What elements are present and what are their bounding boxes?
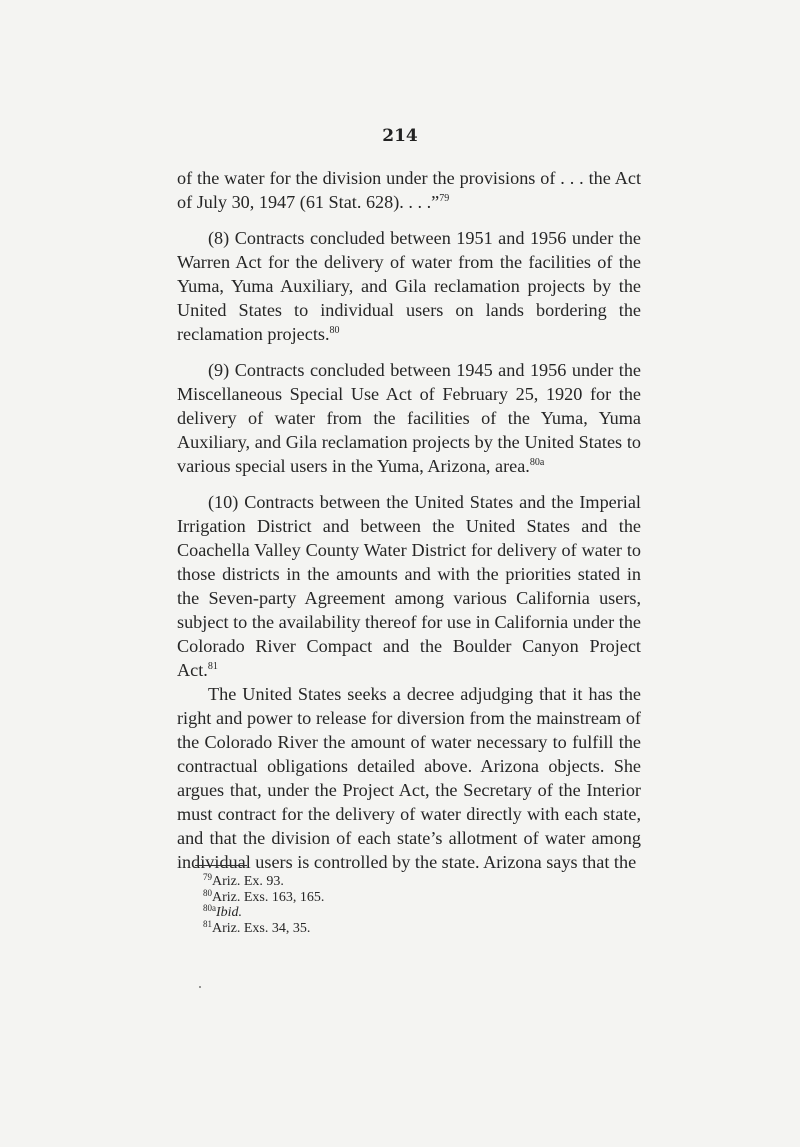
footnote-ref-81: 81 <box>207 661 218 672</box>
footnote-81 <box>203 918 324 937</box>
paragraph-item-10 <box>177 490 641 682</box>
footnote-text: Ariz. Exs. 163, 165. <box>212 889 325 905</box>
page-number: 214 <box>382 126 418 146</box>
footnote-79 <box>203 874 324 890</box>
paragraph-text: (8) Contracts concluded between 1951 and 1956 under the Warren Act for the delivery of water from the facilities of the Yuma, Yuma Auxiliary, and Gila reclamation projects by the United States to individual users on lands bordering the reclamation projects. <box>177 228 641 344</box>
footnote-divider <box>195 865 247 866</box>
paragraph-continuation <box>177 166 641 214</box>
footnote-text: Ariz. Ex. 93. <box>212 874 284 889</box>
footnotes <box>203 874 324 936</box>
footnote-text: Ibid. <box>216 905 243 920</box>
paragraph-item-8 <box>177 226 641 346</box>
footnote-80a <box>203 905 324 921</box>
paragraph-argument <box>177 682 641 874</box>
paragraph-text: The United States seeks a decree adjudging that it has the right and power to release for diversion from the mainstream of the Colorado River the amount of water necessary to fulfill the contractual obligations detailed above. Arizona objects. She argues that, under the Project Act, the Secretary of the Interior must contract for the delivery of water directly with each state, and that the division of each state’s allotment of water among individual users is controlled by the state. Arizona says that the <box>177 684 641 872</box>
footnote-mark: 81 <box>203 918 212 929</box>
paper-speck <box>199 986 201 988</box>
paragraph-text: (9) Contracts concluded between 1945 and 1956 under the Miscellaneous Special Use Act of February 25, 1920 for the delivery of water from the facilities of the Yuma, Yuma Auxiliary, and Gila reclamation projects by the United States to various special users in the Yuma, Arizona, area. <box>177 360 641 476</box>
footnote-ref-80: 80 <box>329 325 340 336</box>
paragraph-item-9 <box>177 358 641 478</box>
footnote-text: Ariz. Exs. 34, 35. <box>212 920 311 936</box>
footnote-ref-80a: 80a <box>529 457 545 468</box>
footnote-mark: 79 <box>203 872 212 882</box>
footnote-mark: 80a <box>203 903 216 913</box>
footnote-80 <box>203 887 325 906</box>
paragraph-text: of the water for the division under the provisions of . . . the Act of July 30, 1947 (61 Stat. 628). . . .” <box>177 168 641 212</box>
paragraph-text: (10) Contracts between the United States and the Imperial Irrigation District and between the United States and the Coachella Valley County Water District for delivery of water to those districts in the amounts and with the priorities stated in the Seven-party Agreement among various California users, subject to the availability thereof for use in California under the Colorado River Compact and the Boulder Canyon Project Act. <box>177 492 641 680</box>
body-text <box>177 166 641 874</box>
footnote-ref-79: 79 <box>439 193 450 204</box>
footnote-mark: 80 <box>203 887 212 898</box>
